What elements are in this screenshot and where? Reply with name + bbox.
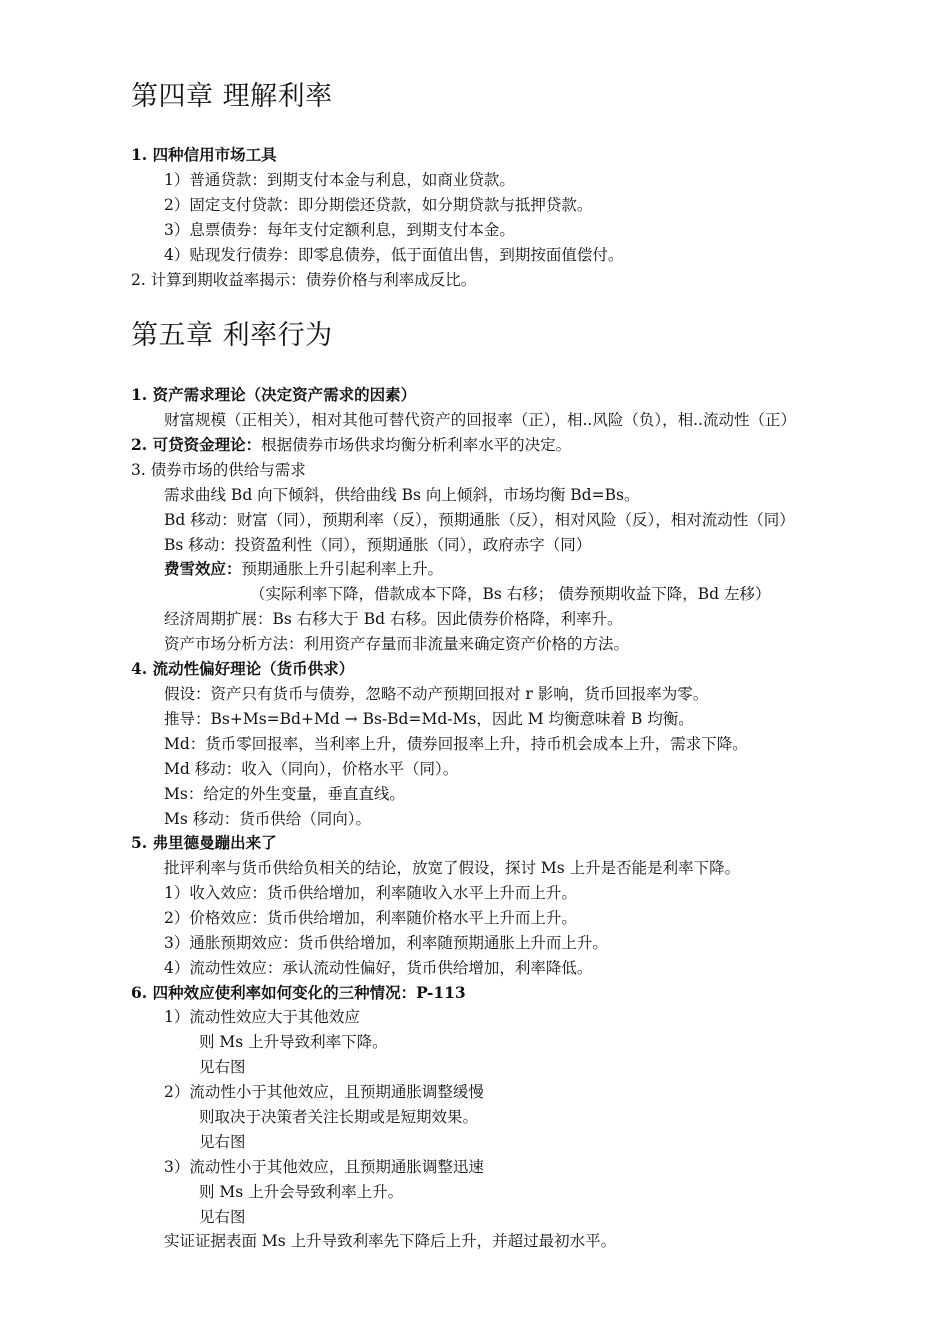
ch5-sec6-case3-see: 见右图: [199, 1208, 246, 1226]
ch5-sec3-line7: 资产市场分析方法：利用资产存量而非流量来确定资产价格的方法。: [164, 635, 630, 653]
ch5-sec6-case3: 3）流动性小于其他效应，且预期通胀调整迅速: [164, 1158, 484, 1176]
ch5-sec4-line5: Ms：给定的外生变量，垂直直线。: [164, 785, 405, 803]
ch5-sec6-case1-see: 见右图: [199, 1058, 246, 1076]
ch5-sec3-line1: 需求曲线 Bd 向下倾斜，供给曲线 Bs 向上倾斜，市场均衡 Bd=Bs。: [164, 486, 640, 504]
ch5-sec2-title: 2. 可贷资金理论：: [131, 435, 262, 454]
ch5-sec5-line2: 1）收入效应：货币供给增加，利率随收入水平上升而上升。: [164, 884, 577, 902]
ch5-sec6-case2-see: 见右图: [199, 1133, 246, 1151]
ch5-sec3-title: 3. 债券市场的供给与需求: [131, 461, 306, 479]
ch5-sec4-title: 4. 流动性偏好理论（货币供求）: [131, 659, 355, 678]
chapter5-title: 第五章 利率行为: [131, 320, 333, 351]
ch5-sec5-line4: 3）通胀预期效应：货币供给增加，利率随预期通胀上升而上升。: [164, 934, 608, 952]
ch5-sec4-line3: Md：货币零回报率，当利率上升，债券回报率上升，持币机会成本上升，需求下降。: [164, 735, 748, 753]
ch5-sec5-line3: 2）价格效应：货币供给增加，利率随价格水平上升而上升。: [164, 909, 577, 927]
ch5-sec2-body: 根据债券市场供求均衡分析利率水平的决定。: [261, 436, 572, 454]
ch5-sec4-line1: 假设：资产只有货币与债券，忽略不动产预期回报对 r 影响，货币回报率为零。: [164, 685, 709, 703]
ch4-subitem3: 3）息票债券：每年支付定额利息，到期支付本金。: [164, 221, 515, 239]
ch5-sec6-title: 6. 四种效应使利率如何变化的三种情况：P-113: [131, 983, 466, 1002]
ch5-sec4-line2: 推导：Bs+Ms=Bd+Md → Bs-Bd=Md-Ms，因此 M 均衡意味着 B 均衡。: [164, 710, 694, 728]
ch4-item2: 2. 计算到期收益率揭示：债券价格与利率成反比。: [131, 271, 477, 289]
ch5-sec5-title: 5. 弗里德曼蹦出来了: [131, 833, 277, 852]
ch5-sec1-body: 财富规模（正相关），相对其他可替代资产的回报率（正），相..风险（负），相..流动性（正）: [164, 411, 796, 429]
ch5-sec6-case1-result: 则 Ms 上升导致利率下降。: [199, 1033, 388, 1051]
ch5-sec3-line2: Bd 移动：财富（同），预期利率（反），预期通胀（反），相对风险（反），相对流动性（同）: [164, 511, 795, 529]
ch5-sec3-line4: [164, 559, 443, 579]
ch5-sec3-line3: Bs 移动：投资盈利性（同），预期通胀（同），政府赤字（同）: [164, 536, 592, 554]
ch4-subitem1: 1）普通贷款：到期支付本金与利息，如商业贷款。: [164, 171, 515, 189]
ch5-sec6-case2: 2）流动性小于其他效应，且预期通胀调整缓慢: [164, 1083, 484, 1101]
ch4-subitem2: 2）固定支付贷款：即分期偿还贷款，如分期贷款与抵押贷款。: [164, 196, 593, 214]
ch5-sec6-case3-result: 则 Ms 上升会导致利率上升。: [199, 1183, 404, 1201]
chapter4-title: 第四章 理解利率: [131, 81, 333, 112]
ch5-sec3-line6: 经济周期扩展：Bs 右移大于 Bd 右移。因此债券价格降，利率升。: [164, 610, 623, 628]
ch5-sec6-case2-result: 则取决于决策者关注长期或是短期效果。: [199, 1108, 479, 1126]
ch4-subitem4: 4）贴现发行债券：即零息债券，低于面值出售，到期按面值偿付。: [164, 246, 624, 264]
ch5-sec6-case1: 1）流动性效应大于其他效应: [164, 1008, 360, 1026]
fisher-effect-text: 预期通胀上升引起利率上升。: [241, 560, 444, 578]
ch5-sec2: [131, 435, 571, 455]
ch5-sec3-line5: （实际利率下降，借款成本下降，Bs 右移； 债券预期收益下降，Bd 左移）: [250, 585, 771, 603]
ch5-sec4-line4: Md 移动：收入（同向），价格水平（同）。: [164, 760, 459, 778]
ch5-sec1-title: 1. 资产需求理论（决定资产需求的因素）: [131, 385, 417, 404]
ch5-sec6-conclusion: 实证证据表面 Ms 上升导致利率先下降后上升，并超过最初水平。: [164, 1232, 617, 1250]
ch4-item1-title: 1. 四种信用市场工具: [131, 145, 277, 164]
ch5-sec5-line1: 批评利率与货币供给负相关的结论，放宽了假设，探讨 Ms 上升是否能是利率下降。: [164, 859, 741, 877]
ch5-sec4-line6: Ms 移动：货币供给（同向）。: [164, 810, 372, 828]
ch5-sec5-line5: 4）流动性效应：承认流动性偏好，货币供给增加，利率降低。: [164, 959, 593, 977]
fisher-effect-label: 费雪效应：: [164, 559, 242, 578]
